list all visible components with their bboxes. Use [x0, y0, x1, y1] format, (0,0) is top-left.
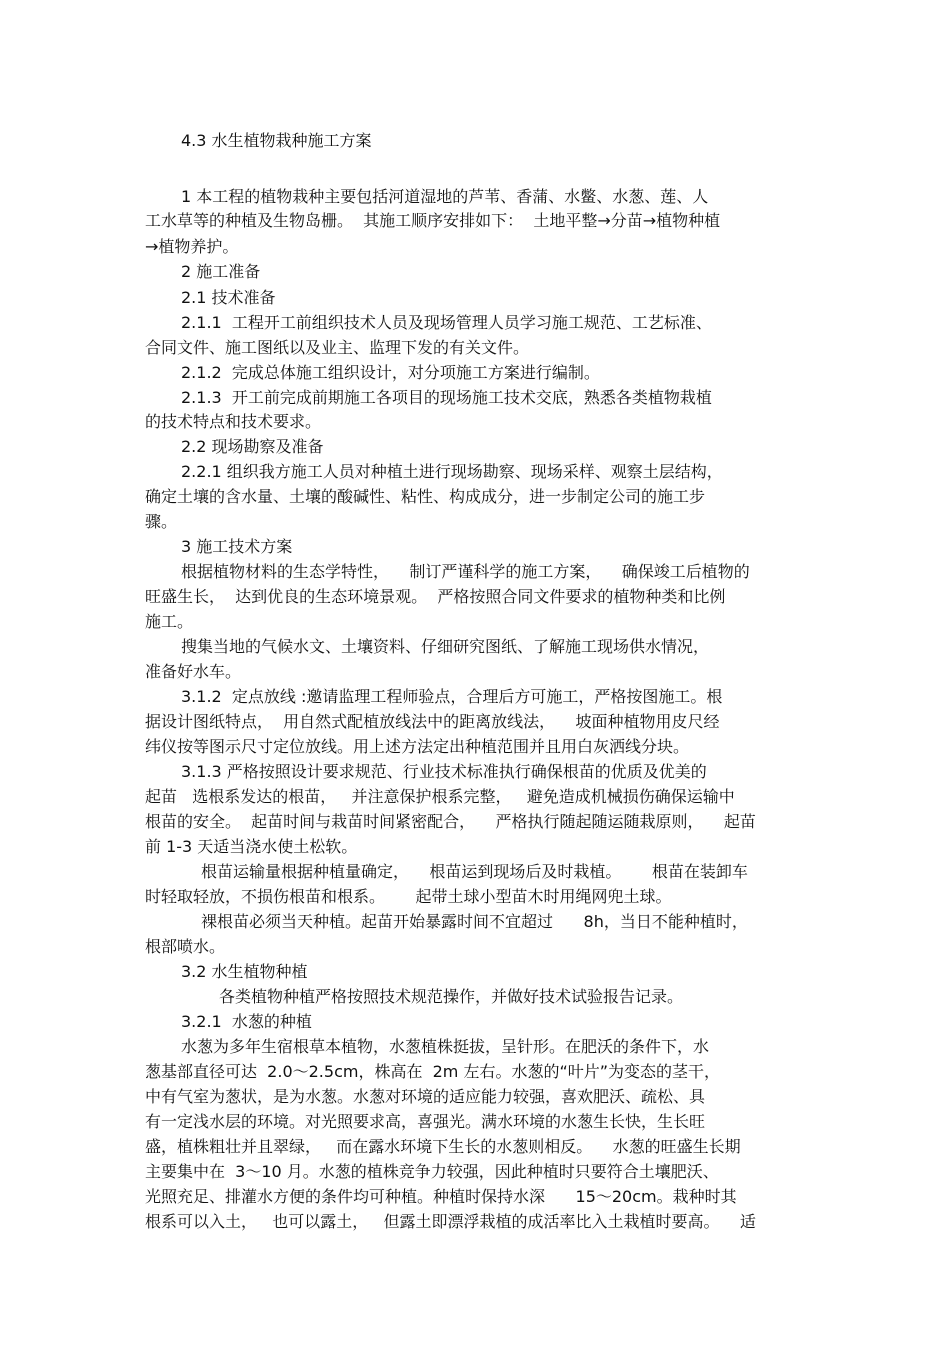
- text-line: 2.1.2 完成总体施工组织设计，对分项施工方案进行编制。: [181, 363, 600, 382]
- text-line: 2.1.3 开工前完成前期施工各项目的现场施工技术交底，熟悉各类植物栽植: [181, 388, 712, 407]
- text-line: 起苗 选根系发达的根苗， 并注意保护根系完整， 避免造成机械损伤确保运输中: [145, 787, 735, 806]
- text-line: 各类植物种植严格按照技术规范操作，并做好技术试验报告记录。: [219, 987, 684, 1006]
- section-title: 4.3 水生植物栽种施工方案: [181, 131, 372, 150]
- text-line: 时轻取轻放，不损伤根苗和根系。 起带土球小型苗木时用绳网兜土球。: [145, 887, 672, 906]
- text-line: 3.1.2 定点放线 :邀请监理工程师验点，合理后方可施工，严格按图施工。根: [181, 687, 723, 706]
- text-line: 根系可以入土， 也可以露土， 但露土即漂浮栽植的成活率比入土栽植时要高。 适: [145, 1212, 756, 1231]
- text-line: 葱基部直径可达 2.0～2.5cm，株高在 2m 左右。水葱的“叶片”为变态的茎干，: [145, 1062, 721, 1081]
- text-line: 骤。: [145, 512, 178, 531]
- text-line: 旺盛生长， 达到优良的生态环境景观。 严格按照合同文件要求的植物种类和比例: [145, 587, 726, 606]
- text-line: 中有气室为葱状，是为水葱。水葱对环境的适应能力较强，喜欢肥沃、疏松、具: [145, 1087, 706, 1106]
- text-line: 2.1.1 工程开工前组织技术人员及现场管理人员学习施工规范、工艺标准、: [181, 313, 712, 332]
- text-line: 施工。: [145, 612, 194, 631]
- text-line: 裸根苗必须当天种植。起苗开始暴露时间不宜超过 8h，当日不能种植时，: [201, 912, 748, 931]
- text-line: 确定土壤的含水量、土壤的酸碱性、粘性、构成成分，进一步制定公司的施工步: [145, 487, 706, 506]
- text-line: 根部喷水。: [145, 937, 226, 956]
- text-line: 2 施工准备: [181, 262, 261, 281]
- text-line: 水葱为多年生宿根草本植物，水葱植株挺拔，呈针形。在肥沃的条件下，水: [181, 1037, 710, 1056]
- text-line: 根苗的安全。 起苗时间与栽苗时间紧密配合， 严格执行随起随运随栽原则， 起苗: [145, 812, 756, 831]
- text-line: 搜集当地的气候水文、土壤资料、仔细研究图纸、了解施工现场供水情况，: [181, 637, 710, 656]
- text-line: 光照充足、排灌水方便的条件均可种植。种植时保持水深 15～20cm。栽种时其: [145, 1187, 737, 1206]
- text-line: 准备好水车。: [145, 662, 242, 681]
- text-line: 的技术特点和技术要求。: [145, 412, 322, 431]
- text-line: 合同文件、施工图纸以及业主、监理下发的有关文件。: [145, 338, 530, 357]
- text-line: 盛，植株粗壮并且翠绿， 而在露水环境下生长的水葱则相反。 水葱的旺盛生长期: [145, 1137, 741, 1156]
- text-line: 1 本工程的植物栽种主要包括河道湿地的芦苇、香蒲、水鳖、水葱、莲、人: [181, 187, 709, 206]
- text-line: 2.1 技术准备: [181, 288, 276, 307]
- text-line: →植物养护。: [145, 237, 239, 256]
- text-line: 根苗运输量根据种植量确定， 根苗运到现场后及时栽植。 根苗在装卸车: [201, 862, 748, 881]
- text-line: 主要集中在 3～10 月。水葱的植株竞争力较强，因此种植时只要符合土壤肥沃、: [145, 1162, 719, 1181]
- text-line: 据设计图纸特点， 用自然式配植放线法中的距离放线法， 坡面种植物用皮尺经: [145, 712, 720, 731]
- text-line: 纬仪按等图示尺寸定位放线。用上述方法定出种植范围并且用白灰洒线分块。: [145, 737, 690, 756]
- text-line: 2.2.1 组织我方施工人员对种植土进行现场勘察、现场采样、观察土层结构，: [181, 462, 723, 481]
- text-line: 有一定浅水层的环境。对光照要求高，喜强光。满水环境的水葱生长快，生长旺: [145, 1112, 706, 1131]
- text-line: 根据植物材料的生态学特性， 制订严谨科学的施工方案， 确保竣工后植物的: [181, 562, 750, 581]
- text-line: 3.1.3 严格按照设计要求规范、行业技术标准执行确保根苗的优质及优美的: [181, 762, 707, 781]
- text-line: 2.2 现场勘察及准备: [181, 437, 324, 456]
- text-line: 3.2 水生植物种植: [181, 962, 308, 981]
- text-line: 工水草等的种植及生物岛栅。 其施工顺序安排如下： 土地平整→分苗→植物种植: [145, 211, 721, 230]
- text-line: 3.2.1 水葱的种植: [181, 1012, 312, 1031]
- text-line: 前 1-3 天适当浇水使土松软。: [145, 837, 358, 856]
- text-line: 3 施工技术方案: [181, 537, 293, 556]
